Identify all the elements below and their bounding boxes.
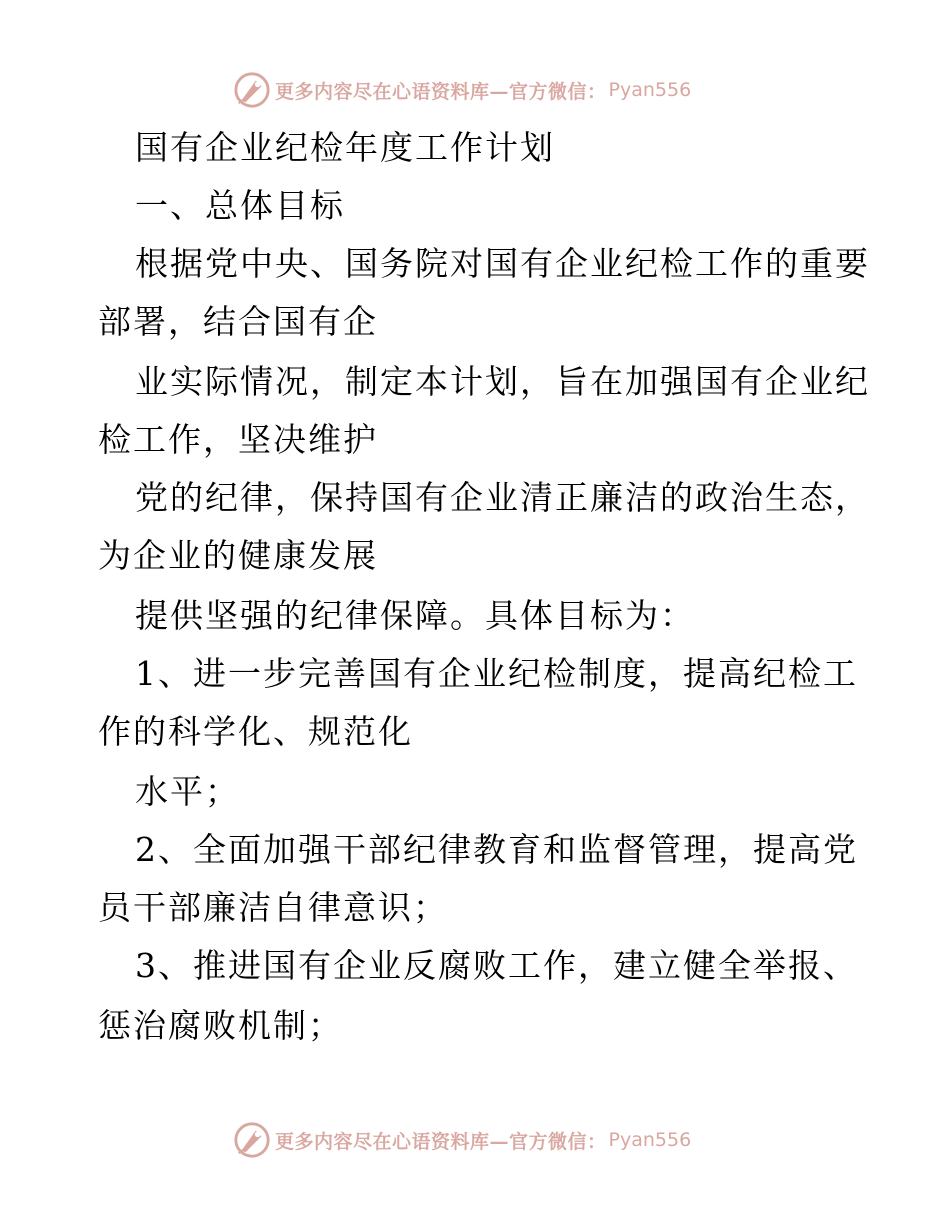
paragraph-line: 检工作，坚决维护 bbox=[98, 420, 378, 459]
list-item-line: 作的科学化、规范化 bbox=[98, 712, 413, 751]
list-item-line: 惩治腐败机制； bbox=[98, 1006, 343, 1045]
list-item-line: 1、进一步完善国有企业纪检制度，提高纪检工 bbox=[135, 654, 858, 693]
list-item-line: 3、推进国有企业反腐败工作，建立健全举报、 bbox=[135, 946, 858, 985]
list-item-line: 水平； bbox=[135, 772, 240, 811]
pen-nib-logo-icon bbox=[233, 1121, 271, 1159]
paragraph-line: 根据党中央、国务院对国有企业纪检工作的重要 bbox=[135, 244, 870, 283]
pen-nib-logo-icon bbox=[233, 71, 271, 109]
footer-watermark-banner bbox=[233, 1120, 691, 1160]
paragraph-line: 党的纪律，保持国有企业清正廉洁的政治生态， bbox=[135, 478, 870, 517]
paragraph-line: 为企业的健康发展 bbox=[98, 536, 378, 575]
watermark-contact: Pyan556 bbox=[608, 1129, 692, 1151]
watermark-contact: Pyan556 bbox=[608, 79, 692, 101]
list-item-line: 员干部廉洁自律意识； bbox=[98, 888, 448, 927]
section-heading: 一、总体目标 bbox=[135, 186, 345, 225]
list-item-line: 2、全面加强干部纪律教育和监督管理，提高党 bbox=[135, 830, 858, 869]
paragraph-line: 提供坚强的纪律保障。具体目标为： bbox=[135, 596, 695, 635]
paragraph-line: 部署，结合国有企 bbox=[98, 302, 378, 341]
document-title: 国有企业纪检年度工作计划 bbox=[135, 128, 555, 167]
paragraph-line: 业实际情况，制定本计划，旨在加强国有企业纪 bbox=[135, 362, 870, 401]
header-watermark-banner bbox=[233, 70, 691, 110]
watermark-text: 更多内容尽在心语资料库—官方微信： bbox=[275, 80, 607, 103]
watermark-text: 更多内容尽在心语资料库—官方微信： bbox=[275, 1130, 607, 1153]
